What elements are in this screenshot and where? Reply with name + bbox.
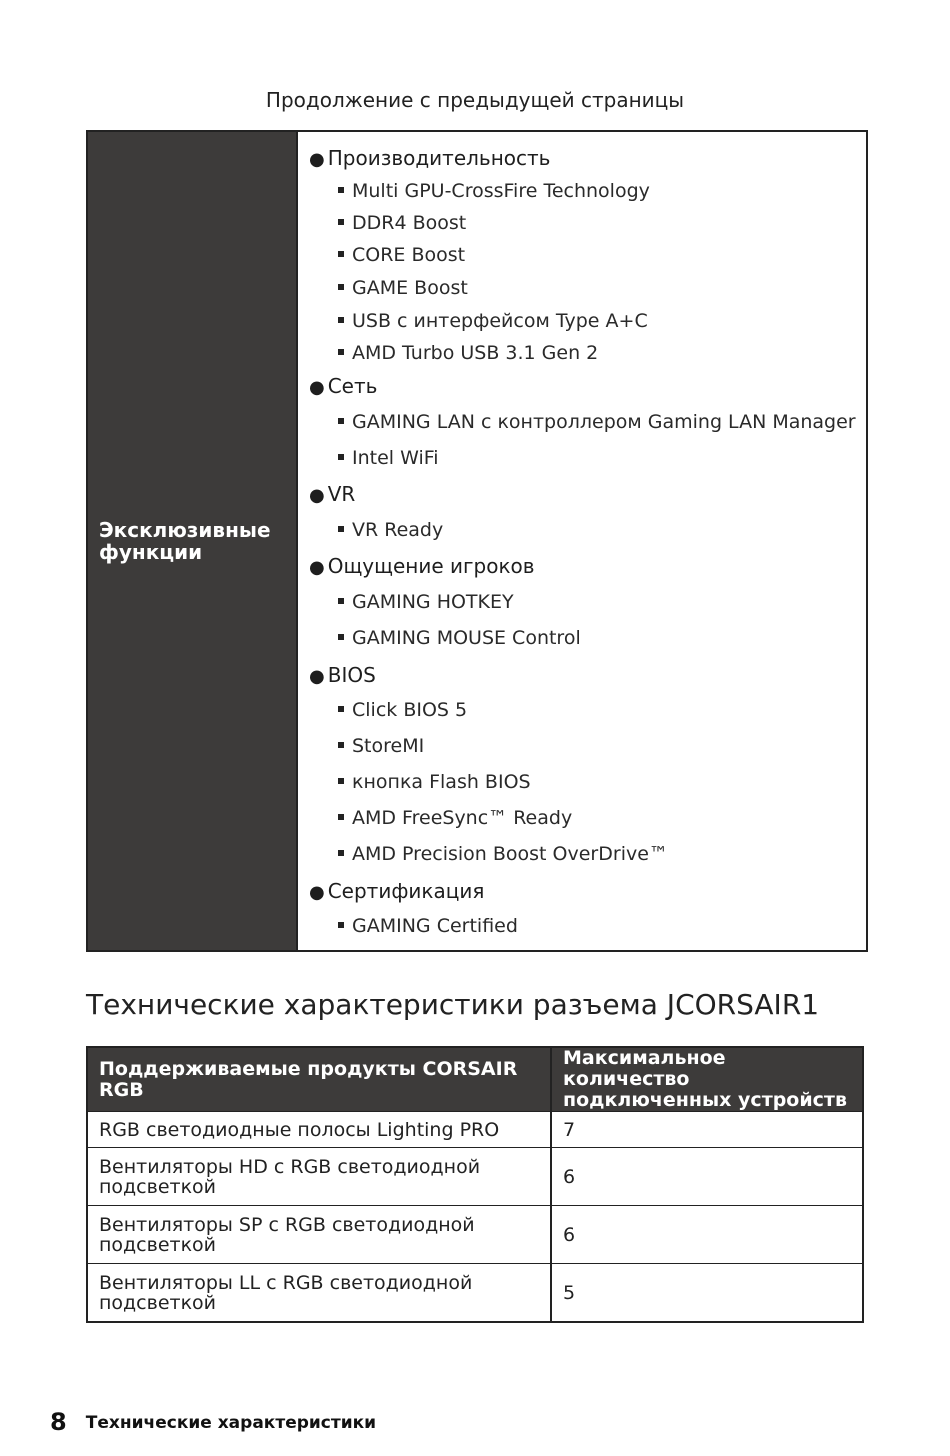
square-bullet-icon [338,454,344,460]
product-cell: RGB светодиодные полосы Lighting PRO [87,1112,551,1148]
max-cell: 6 [551,1206,863,1264]
feature-category: ● VR [309,482,356,506]
feature-item: GAMING HOTKEY [338,593,514,612]
feature-item: GAME Boost [338,279,468,298]
feature-item: кнопка Flash BIOS [338,773,531,792]
table-row [87,1206,863,1264]
bullet-icon: ● [309,882,325,903]
features-row-label-text: Эксклюзивные функции [99,518,271,564]
bullet-icon: ● [309,377,325,398]
square-bullet-icon [338,922,344,928]
square-bullet-icon [338,187,344,193]
square-bullet-icon [338,284,344,290]
square-bullet-icon [338,251,344,257]
page-number: 8 [50,1408,67,1436]
feature-category: ● Ощущение игроков [309,554,535,578]
feature-item: GAMING MOUSE Control [338,629,581,648]
square-bullet-icon [338,634,344,640]
features-row-label [88,132,298,950]
page-footer [50,1408,376,1436]
table-header-row [87,1047,863,1112]
product-cell: Вентиляторы LL с RGB светодиодной подсветкой [87,1264,551,1323]
feature-item: AMD FreeSync™ Ready [338,809,572,828]
feature-item: GAMING LAN с контроллером Gaming LAN Manager [338,413,856,432]
feature-item: USB с интерфейсом Type A+C [338,312,648,331]
feature-item: GAMING Certified [338,917,518,936]
square-bullet-icon [338,598,344,604]
square-bullet-icon [338,418,344,424]
footer-label: Технические характеристики [85,1413,377,1433]
feature-category: ● Производительность [309,146,551,170]
features-table [86,130,868,952]
section-title: Технические характеристики разъема JCORSAIR1 [86,988,820,1021]
header-products: Поддерживаемые продукты CORSAIR RGB [87,1047,551,1112]
continuation-note: Продолжение с предыдущей страницы [265,88,685,112]
bullet-icon: ● [309,557,325,578]
feature-item: Intel WiFi [338,449,439,468]
square-bullet-icon [338,219,344,225]
max-cell: 5 [551,1264,863,1323]
bullet-icon: ● [309,149,325,170]
max-cell: 7 [551,1112,863,1148]
jcorsair-spec-table [86,1046,864,1323]
table-row [87,1264,863,1323]
table-row [87,1112,863,1148]
header-max-devices: Максимальное количество подключенных устройств [551,1047,863,1112]
feature-item: Multi GPU-CrossFire Technology [338,182,650,201]
square-bullet-icon [338,778,344,784]
feature-item: Click BIOS 5 [338,701,467,720]
table-row [87,1148,863,1206]
features-list [298,132,866,950]
feature-item: AMD Precision Boost OverDrive™ [338,845,668,864]
product-cell: Вентиляторы SP с RGB светодиодной подсветкой [87,1206,551,1264]
max-cell: 6 [551,1148,863,1206]
feature-item: CORE Boost [338,246,465,265]
square-bullet-icon [338,706,344,712]
feature-item: StoreMI [338,737,424,756]
feature-item: VR Ready [338,521,443,540]
square-bullet-icon [338,814,344,820]
square-bullet-icon [338,349,344,355]
square-bullet-icon [338,317,344,323]
feature-category: ● BIOS [309,663,376,687]
square-bullet-icon [338,742,344,748]
product-cell: Вентиляторы HD с RGB светодиодной подсветкой [87,1148,551,1206]
feature-item: AMD Turbo USB 3.1 Gen 2 [338,344,598,363]
feature-category: ● Сеть [309,374,378,398]
feature-item: DDR4 Boost [338,214,466,233]
bullet-icon: ● [309,666,325,687]
square-bullet-icon [338,850,344,856]
square-bullet-icon [338,526,344,532]
feature-category: ● Сертификация [309,879,485,903]
bullet-icon: ● [309,485,325,506]
